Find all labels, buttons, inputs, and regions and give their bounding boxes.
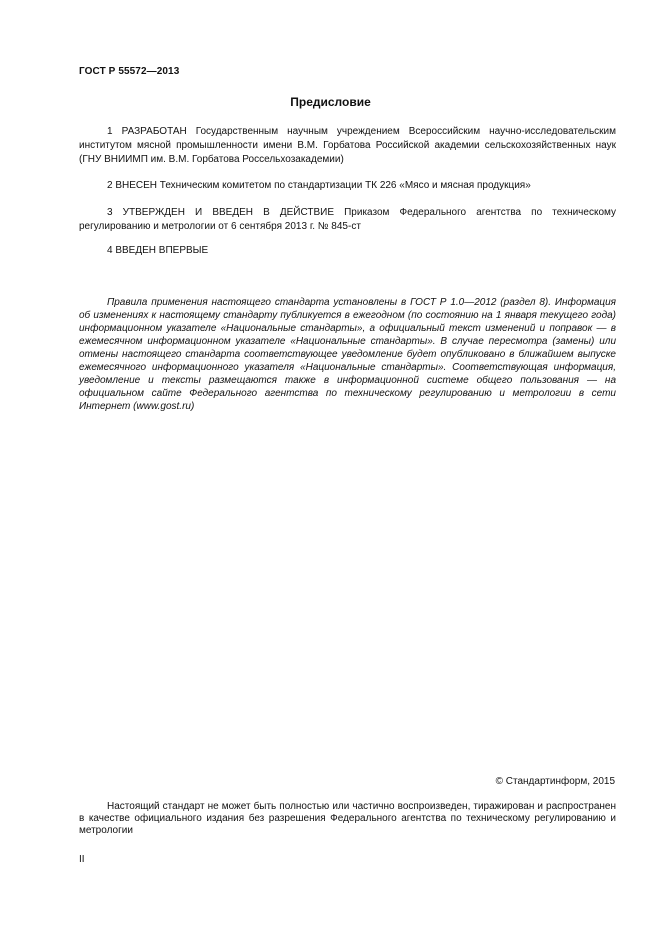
document-code: ГОСТ Р 55572—2013 (79, 66, 180, 77)
page-number: II (79, 854, 85, 865)
page-title: Предисловие (290, 95, 371, 109)
foreword-item-developed: 1 РАЗРАБОТАН Государственным научным учреждением Всероссийским научно-исследовательским институтом мясной промышленности имени В.М. Горбатова Российской академии сельскохозяйственных наук (ГНУ ВНИИМП им. В.М. Горбатова Россельхозакадемии) (79, 126, 616, 165)
application-rules-note: Правила применения настоящего стандарта установлены в ГОСТ Р 1.0—2012 (раздел 8). Информация об изменениях к настоящему стандарту публикуется в ежегодном (по состоянию на 1 января текущего года) информационном указателе «Национальные стандарты», а официальный текст изменений и поправок — в ежемесячном информационном указателе «Национальные стандарты». В случае пересмотра (замены) или отмены настоящего стандарта соответствующее уведомление будет опубликовано в ближайшем выпуске ежемесячного информационного указателя «Национальные стандарты». Соответствующая информация, уведомление и тексты размещаются также в информационной системе общего пользования — на официальном сайте Федерального агентства по техническому регулированию и метрологии в сети Интернет (www.gost.ru) (79, 297, 616, 412)
foreword-item-approved: 3 УТВЕРЖДЕН И ВВЕДЕН В ДЕЙСТВИЕ Приказом Федерального агентства по техническому регулированию и метрологии от 6 сентября 2013 г. № 845-ст (79, 207, 616, 232)
reproduction-notice: Настоящий стандарт не может быть полностью или частично воспроизведен, тиражирован и распространен в качестве официального издания без разрешения Федерального агентства по техническому регулированию и метрологии (79, 801, 616, 836)
copyright-notice: © Стандартинформ, 2015 (495, 776, 615, 787)
foreword-item-first-introduced: 4 ВВЕДЕН ВПЕРВЫЕ (107, 245, 209, 256)
foreword-item-introduced: 2 ВНЕСЕН Техническим комитетом по стандартизации ТК 226 «Мясо и мясная продукция» (107, 180, 531, 191)
